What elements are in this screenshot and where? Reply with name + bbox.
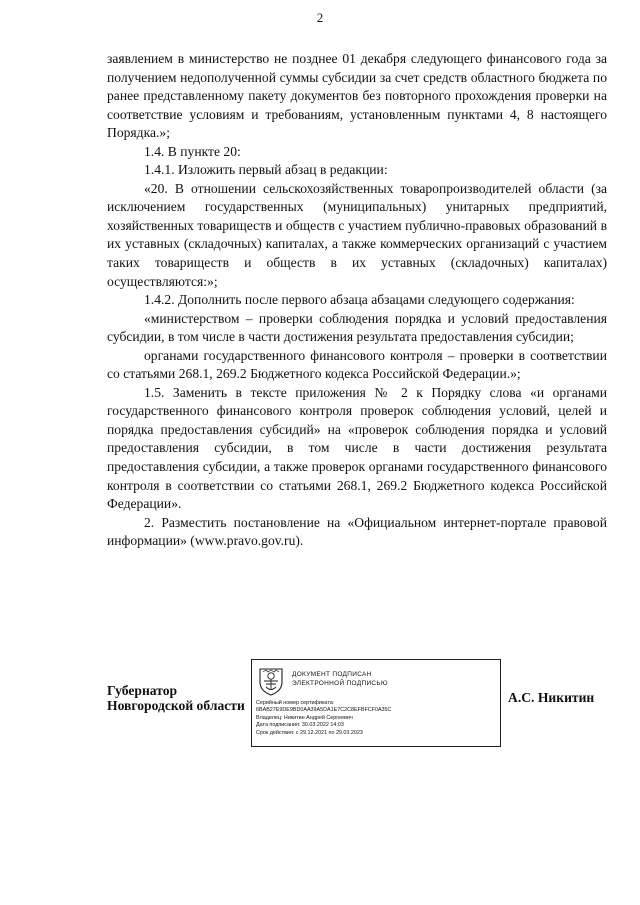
paragraph-financial-control: органами государственного финансового контроля – проверки в соответствии со статьями 268.1, 269.2 Бюджетного кодекса Российской Федерации.»; bbox=[107, 347, 607, 382]
paragraph-item-1-4: 1.4. В пункте 20: bbox=[144, 143, 241, 159]
signer-title bbox=[107, 683, 245, 713]
stamp-validity: Срок действия: с 29.12.2021 по 29.03.2023 bbox=[256, 729, 363, 736]
signer-title-line1: Губернатор bbox=[107, 683, 178, 698]
paragraph-quote-20: «20. В отношении сельскохозяйственных товаропроизводителей области (за исключением государственных (муниципальных) унитарных предприятий, хозяйственных товариществ и обществ с участием публично-правовых образований в их уставных (складочных) капиталах, а также коммерческих организаций с участием таких товариществ и обществ в их уставных (складочных) капиталах) осуществляются:»; bbox=[107, 180, 607, 289]
document-body bbox=[107, 50, 607, 551]
paragraph-ministry-checks: «министерством – проверки соблюдения порядка и условий предоставления субсидии, в том числе в части достижения результата предоставления субсидии; bbox=[107, 310, 607, 345]
stamp-serial-label: Серийный номер сертификата: bbox=[256, 700, 335, 706]
page-number: 2 bbox=[316, 10, 324, 25]
stamp-signed-date: Дата подписания: 30.03.2022 14:03 bbox=[256, 722, 344, 729]
paragraph-continuation: заявлением в министерство не позднее 01 декабря следующего финансового года за получением недополученной суммы субсидии за счет средств областного бюджета по ранее представленному пакету документов без повторного прохождения проверки на соответствие условиям и требованиям, установленным пунктами 4, 8 настоящего Порядка.»; bbox=[107, 51, 607, 141]
paragraph-item-1-4-2: 1.4.2. Дополнить после первого абзаца абзацами следующего содержания: bbox=[144, 292, 575, 308]
signer-title-line2: Новгородской области bbox=[107, 698, 245, 713]
paragraph-item-2: 2. Разместить постановление на «Официальном интернет-портале правовой информации» (www.pravo.gov.ru). bbox=[107, 514, 607, 549]
stamp-details bbox=[256, 700, 500, 737]
paragraph-item-1-4-1: 1.4.1. Изложить первый абзац в редакции: bbox=[144, 162, 388, 178]
stamp-serial: 6BAB27E9DE9BD0AA39A5DA1E7C2C8EFBFCF0A35C bbox=[256, 707, 392, 714]
stamp-header bbox=[292, 670, 492, 688]
stamp-owner: Владелец: Никитин Андрей Сергеевич bbox=[256, 714, 353, 721]
coat-of-arms-icon bbox=[258, 666, 284, 696]
electronic-signature-stamp bbox=[251, 659, 501, 747]
stamp-header-line1: ДОКУМЕНТ ПОДПИСАН bbox=[292, 671, 372, 678]
paragraph-item-1-5: 1.5. Заменить в тексте приложения № 2 к Порядку слова «и органами государственного финансового контроля проверок соблюдения условий, целей и порядка предоставления субсидий» на «проверок соблюдения порядка и условий предоставления субсидии, в том числе в части достижения результата предоставления субсидии, а также проверок органами государственного финансового контроля в соответствии со статьями 268.1, 269.2 Бюджетного кодекса Российской Федерации». bbox=[107, 384, 607, 512]
stamp-header-line2: ЭЛЕКТРОННОЙ ПОДПИСЬЮ bbox=[292, 680, 388, 687]
signer-name: А.С. Никитин bbox=[508, 690, 595, 705]
